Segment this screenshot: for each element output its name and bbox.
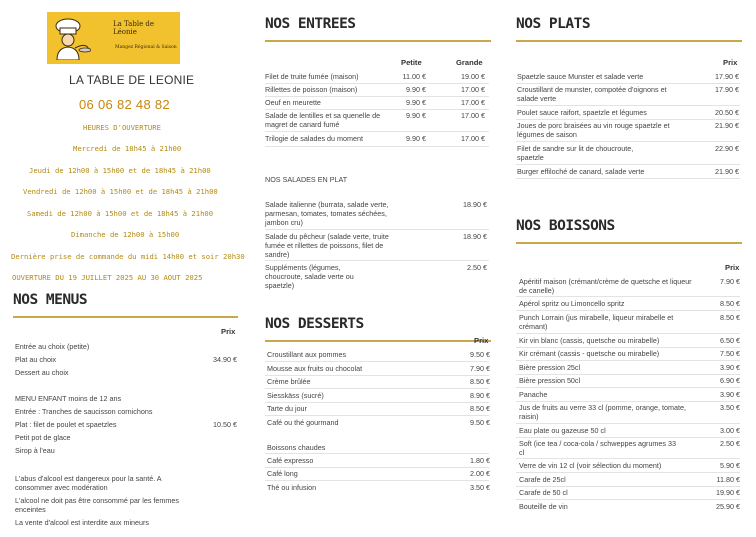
row-separator [516, 178, 740, 179]
row-separator [516, 164, 740, 165]
row-separator [516, 499, 740, 500]
row-separator [265, 229, 489, 230]
boisson-item: Bière pression 25cl [519, 363, 581, 372]
hours-line: Mercredi de 18h45 à 21h00 [73, 144, 182, 153]
plat-item: Croustillant de munster, compotée d'oignons et salade verte [517, 85, 667, 103]
row-separator [516, 486, 740, 487]
dessert-price: 7.90 € [470, 364, 490, 373]
row-separator [516, 387, 740, 388]
entree-item: Filet de truite fumée (maison) [265, 72, 359, 81]
boisson-price: 7.50 € [720, 349, 740, 358]
plat-item: Poulet sauce raifort, spaetzle et légumes [517, 108, 647, 117]
entrees-title: NOS ENTREES [265, 16, 356, 32]
row-separator [265, 402, 489, 403]
plat-price: 21.90 € [715, 167, 739, 176]
dessert-price: 8.50 € [470, 404, 490, 413]
salade-price: 18.90 € [463, 200, 487, 209]
entree-item: Oeuf en meurette [265, 98, 321, 107]
boisson-item: Apérol spritz ou Limoncello spritz [519, 299, 625, 308]
entree-price-petite: 9.90 € [406, 134, 426, 143]
boisson-item: Kir crémant (cassis - quetsche ou mirabelle) [519, 349, 660, 358]
boisson-price: 11.80 € [716, 475, 740, 484]
menu-enfant-item: Plat : filet de poulet et spaetzles [15, 420, 117, 429]
menu-enfant-item: Entrée : Tranches de saucisson cornichons [15, 407, 153, 416]
row-separator [516, 437, 740, 438]
row-separator [265, 109, 489, 110]
boisson-item: Bouteille de vin [519, 502, 568, 511]
desserts-rule [265, 340, 491, 342]
boisson-item: Apéritif maison (crémant/crème de quetsche et liqueur de canelle) [519, 277, 692, 295]
row-separator [516, 105, 740, 106]
row-separator [516, 347, 740, 348]
row-separator [265, 361, 489, 362]
dessert-price: 8.90 € [470, 391, 490, 400]
salade-price: 2.50 € [467, 263, 487, 272]
entree-item: Salade de lentilles et sa quenelle de magret de canard fumé [265, 111, 381, 129]
row-separator [516, 360, 740, 361]
menu-enfant-item: MENU ENFANT moins de 12 ans [15, 394, 122, 403]
restaurant-logo [47, 12, 180, 64]
boisson-chaude-price: 2.00 € [470, 469, 490, 478]
row-separator [265, 453, 489, 454]
row-separator [265, 131, 489, 132]
boisson-price: 3.90 € [720, 363, 740, 372]
boisson-price: 8.50 € [720, 313, 740, 322]
boisson-price: 3.00 € [720, 426, 740, 435]
entree-item: Rillettes de poisson (maison) [265, 85, 358, 94]
desserts-price-header: Prix [474, 336, 489, 345]
row-separator [516, 374, 740, 375]
boisson-item: Jus de fruits au verre 33 cl (pomme, orange, tomate, raisin) [519, 403, 686, 421]
boissons-chaudes-title: Boissons chaudes [267, 443, 326, 452]
row-separator [516, 423, 740, 424]
dessert-price: 9.50 € [470, 350, 490, 359]
salade-item: Salade du pêcheur (salade verte, truite fumée et rillettes de poissons, filet de sandre) [265, 232, 389, 259]
boisson-price: 3.90 € [720, 390, 740, 399]
boisson-price: 8.50 € [720, 299, 740, 308]
boissons-price-header: Prix [725, 263, 740, 272]
boisson-item: Kir vin blanc (cassis, quetsche ou mirabelle) [519, 336, 660, 345]
boisson-item: Verre de vin 12 cl (voir sélection du moment) [519, 461, 662, 470]
plat-item: Spaetzle sauce Munster et salade verte [517, 72, 644, 81]
boisson-price: 19.90 € [716, 488, 740, 497]
chef-icon [51, 18, 91, 60]
dessert-item: Siesskäss (sucré) [267, 391, 324, 400]
entree-price-petite: 11.00 € [402, 72, 426, 81]
boisson-price: 6.90 € [720, 376, 740, 385]
entree-price-grande: 17.00 € [461, 111, 485, 120]
menu-enfant-item: Sirop à l'eau [15, 446, 55, 455]
boisson-chaude-price: 1.80 € [470, 456, 490, 465]
row-separator [516, 296, 740, 297]
boisson-item: Bière pression 50cl [519, 376, 581, 385]
alcohol-notice: L'alcool ne doit pas être consommé par les femmes enceintes [15, 496, 179, 514]
entrees-petite-header: Petite [401, 58, 422, 67]
row-separator [265, 96, 489, 97]
entree-item: Trilogie de salades du moment [265, 134, 364, 143]
plats-price-header: Prix [723, 58, 738, 67]
boisson-price: 7.90 € [720, 277, 740, 286]
phone-number[interactable]: 06 06 82 48 82 [79, 97, 170, 112]
entree-price-petite: 9.90 € [406, 111, 426, 120]
menus-rule [13, 316, 238, 318]
row-separator [265, 375, 489, 376]
boisson-chaude-item: Café long [267, 469, 298, 478]
entree-price-petite: 9.90 € [406, 85, 426, 94]
entree-price-grande: 17.00 € [461, 134, 485, 143]
boissons-rule [516, 242, 742, 244]
plat-price: 20.50 € [715, 108, 739, 117]
boisson-item: Carafe de 25cl [519, 475, 566, 484]
season-dates: OUVERTURE DU 19 JUILLET 2025 AU 30 AOUT 2025 [12, 273, 203, 282]
hours-line: Dimanche de 12h00 à 15h00 [71, 230, 180, 239]
hours-title: HEURES D'OUVERTURE [83, 123, 161, 132]
plat-price: 22.90 € [715, 144, 739, 153]
salade-price: 18.90 € [463, 232, 487, 241]
row-separator [516, 472, 740, 473]
boisson-item: Panache [519, 390, 548, 399]
row-separator [265, 480, 489, 481]
entree-price-grande: 19.00 € [461, 72, 485, 81]
salade-item: Suppléments (légumes, choucroute, salade verte ou spaetzle) [265, 263, 354, 290]
row-separator [516, 458, 740, 459]
row-separator [516, 141, 740, 142]
logo-title: La Table de Léonie [113, 20, 155, 36]
alcohol-notice: La vente d'alcool est interdite aux mineurs [15, 518, 150, 527]
plat-price: 21.90 € [715, 121, 739, 130]
row-separator [516, 83, 740, 84]
plat-price: 17.90 € [715, 72, 739, 81]
plat-item: Filet de sandre sur lit de choucroute, spaetzle [517, 144, 634, 162]
boisson-chaude-item: Café expresso [267, 456, 314, 465]
row-separator [516, 310, 740, 311]
dessert-item: Mousse aux fruits ou chocolat [267, 364, 363, 373]
boisson-item: Soft (ice tea / coca-cola / schweppes agrumes 33 cl [519, 439, 677, 457]
hours-line: Jeudi de 12h00 à 15h00 et de 18h45 à 21h00 [29, 166, 211, 175]
hours-line: Samedi de 12h00 à 15h00 et de 18h45 à 21h00 [27, 209, 214, 218]
menu-item: Dessert au choix [15, 368, 69, 377]
menus-title: NOS MENUS [13, 292, 88, 308]
plat-item: Burger effiloché de canard, salade verte [517, 167, 645, 176]
entrees-rule [265, 40, 491, 42]
boisson-price: 3.50 € [720, 403, 740, 412]
dessert-price: 9.50 € [470, 418, 490, 427]
row-separator [265, 260, 489, 261]
menu-enfant-item: Petit pot de glace [15, 433, 71, 442]
boisson-price: 6.50 € [720, 336, 740, 345]
boissons-title: NOS BOISSONS [516, 218, 615, 234]
row-separator [265, 388, 489, 389]
salades-title: NOS SALADES EN PLAT [265, 175, 348, 184]
plat-item: Joues de porc braisées au vin rouge spaetzle et légumes de saison [517, 121, 670, 139]
plats-rule [516, 40, 742, 42]
entree-price-grande: 17.00 € [461, 98, 485, 107]
menu-item: Plat au choix [15, 355, 57, 364]
row-separator [516, 333, 740, 334]
plat-price: 17.90 € [715, 85, 739, 94]
boisson-price: 2.50 € [720, 439, 740, 448]
boisson-chaude-price: 3.50 € [470, 483, 490, 492]
boisson-item: Carafe de 50 cl [519, 488, 568, 497]
row-separator [265, 146, 489, 147]
row-separator [265, 83, 489, 84]
dessert-item: Tarte du jour [267, 404, 307, 413]
menus-price-header: Prix [221, 327, 236, 336]
row-separator [265, 467, 489, 468]
logo-subtitle: Mangez Régional & Saison [115, 45, 177, 50]
boisson-chaude-item: Thé ou infusion [267, 483, 317, 492]
boisson-price: 25.90 € [716, 502, 740, 511]
plats-title: NOS PLATS [516, 16, 591, 32]
alcohol-notice: L'abus d'alcool est dangereux pour la santé. A consommer avec modération [15, 474, 162, 492]
dessert-item: Croustillant aux pommes [267, 350, 347, 359]
hours-line: Vendredi de 12h00 à 15h00 et de 18h45 à 21h00 [23, 187, 218, 196]
entree-price-grande: 17.00 € [461, 85, 485, 94]
boisson-item: Punch Lorrain (jus mirabelle, liqueur mirabelle et crémant) [519, 313, 674, 331]
row-separator [516, 401, 740, 402]
menu-enfant-price: 10.50 € [213, 420, 237, 429]
boisson-item: Eau plate ou gazeuse 50 cl [519, 426, 606, 435]
entrees-grande-header: Grande [456, 58, 483, 67]
menu-price: 34.90 € [213, 355, 237, 364]
dessert-price: 8.50 € [470, 377, 490, 386]
menu-item: Entrée au choix (petite) [15, 342, 90, 351]
boisson-price: 5.90 € [720, 461, 740, 470]
restaurant-name: LA TABLE DE LEONIE [69, 73, 195, 87]
row-separator [265, 415, 489, 416]
hours-line: Dernière prise de commande du midi 14h00 et soir 20h30 [11, 252, 245, 261]
row-separator [516, 119, 740, 120]
entree-price-petite: 9.90 € [406, 98, 426, 107]
dessert-item: Crème brûlée [267, 377, 311, 386]
desserts-title: NOS DESSERTS [265, 316, 364, 332]
salade-item: Salade italienne (burrata, salade verte, parmesan, tomates, tomates séchées, jambon cru) [265, 200, 389, 227]
dessert-item: Café ou thé gourmand [267, 418, 339, 427]
